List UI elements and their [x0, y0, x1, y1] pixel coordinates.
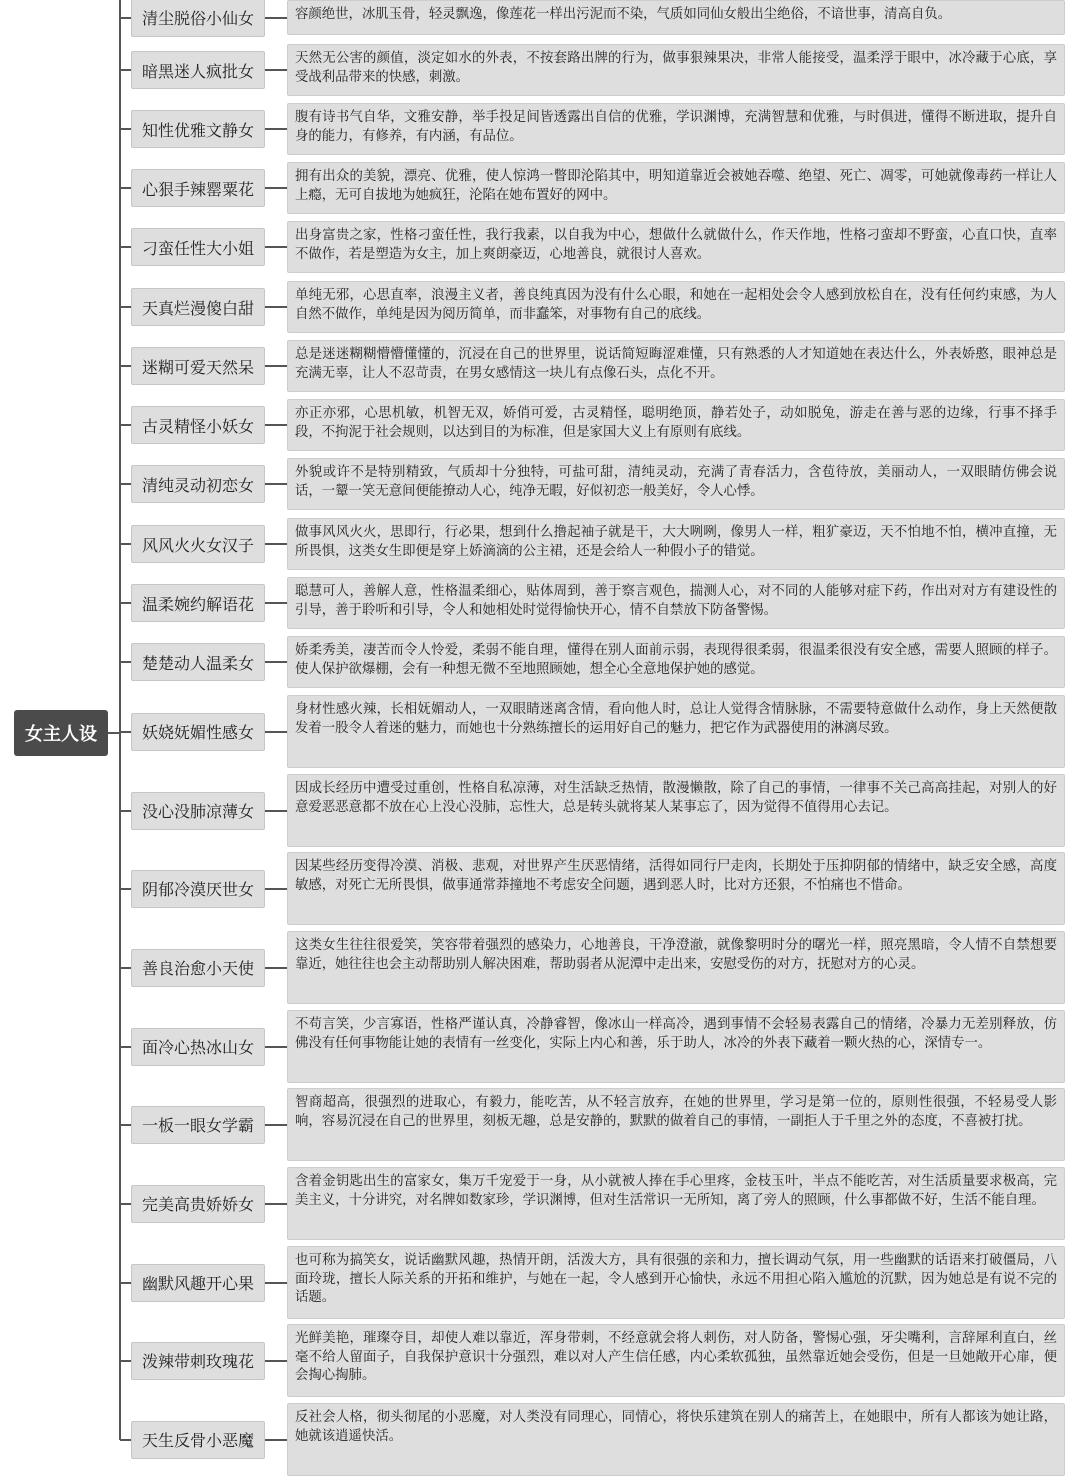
persona-description: 聪慧可人，善解人意，性格温柔细心，贴体周到，善于察言观色，揣测人心，对不同的人能够对症下药，作出对对方有建设性的引导，善于聆听和引导，令人和她相处时觉得愉快开心，情不自禁放下防备警惕。: [287, 577, 1065, 629]
persona-description: 腹有诗书气自华，文雅安静，举手投足间皆透露出自信的优雅，学识渊博，充满智慧和优雅，与时俱进，懂得不断进取，提升自身的能力，有修养，有内涵，有品位。: [287, 103, 1065, 155]
persona-description: 出身富贵之家，性格刁蛮任性，我行我素，以自我为中心，想做什么就做什么，作天作地，性格刁蛮却不野蛮，心直口快，直率不做作，若是塑造为女主，加上爽朗豪迈，心地善良，就很讨人喜欢。: [287, 221, 1065, 273]
persona-node: 迷糊可爱天然呆: [131, 347, 265, 385]
persona-node: 完美高贵娇娇女: [131, 1185, 265, 1223]
branch-connector: [120, 1282, 131, 1284]
branch-connector: [120, 69, 131, 71]
persona-description: 天然无公害的颜值，淡定如水的外表，不按套路出牌的行为，做事狠辣果决，非常人能接受，温柔浮于眼中，冰冷藏于心底，享受战利品带来的快感，刺激。: [287, 44, 1065, 96]
description-connector: [265, 483, 287, 485]
mind-map-spine: [119, 0, 121, 1440]
persona-description: 这类女生往往很爱笑，笑容带着强烈的感染力，心地善良，干净澄澈，就像黎明时分的曙光一样，照亮黑暗，令人情不自禁想要靠近，她往往也会主动帮助别人解决困难，帮助弱者从泥潭中走出来，安慰受伤的对方，抚慰对方的心灵。: [287, 931, 1065, 1004]
persona-node: 阴郁冷漠厌世女: [131, 870, 265, 908]
description-connector: [265, 306, 287, 308]
branch-connector: [120, 1124, 131, 1126]
persona-node: 暗黑迷人疯批女: [131, 51, 265, 89]
persona-node: 天生反骨小恶魔: [131, 1421, 265, 1459]
description-connector: [265, 69, 287, 71]
persona-node: 古灵精怪小妖女: [131, 406, 265, 444]
persona-description: 亦正亦邪，心思机敏，机智无双，娇俏可爱，古灵精怪，聪明绝顶，静若处子，动如脱兔，游走在善与恶的边缘，行事不择手段，不拘泥于社会规则，以达到目的为标准，但是家国大义上有原则有底线。: [287, 399, 1065, 451]
description-connector: [265, 543, 287, 545]
persona-node: 刁蛮任性大小姐: [131, 228, 265, 266]
description-connector: [265, 1360, 287, 1362]
persona-description: 做事风风火火，思即行，行必果，想到什么撸起袖子就是干，大大咧咧，像男人一样，粗犷豪迈，天不怕地不怕，横冲直撞，无所畏惧，这类女生即便是穿上娇滴滴的公主裙，还是会给人一种假小子的错觉。: [287, 518, 1065, 570]
persona-node: 知性优雅文静女: [131, 110, 265, 148]
persona-description: 也可称为搞笑女，说话幽默风趣，热情开朗，活泼大方，具有很强的亲和力，擅长调动气氛，用一些幽默的话语来打破僵局，八面玲珑，擅长人际关系的开拓和维护，与她在一起，令人感到开心愉快，永远不用担心陷入尴尬的沉默，因为她总是有说不完的话题。: [287, 1246, 1065, 1319]
description-connector: [265, 1046, 287, 1048]
persona-node: 清纯灵动初恋女: [131, 465, 265, 503]
description-connector: [265, 1203, 287, 1205]
persona-node: 天真烂漫傻白甜: [131, 288, 265, 326]
persona-description: 娇柔秀美，凄苦而令人怜爱，柔弱不能自理，懂得在别人面前示弱，表现得很柔弱，很温柔很没有安全感，需要人照顾的样子。使人保护欲爆棚，会有一种想无微不至地照顾她，想全心全意地保护她的感觉。: [287, 636, 1065, 688]
persona-description: 反社会人格，彻头彻尾的小恶魔，对人类没有同理心，同情心，将快乐建筑在别人的痛苦上，在她眼中，所有人都该为她让路，她就该逍遥快活。: [287, 1403, 1065, 1476]
description-connector: [265, 888, 287, 890]
branch-connector: [120, 967, 131, 969]
description-connector: [265, 128, 287, 130]
persona-description: 外貌或许不是特别精致，气质却十分独特，可盐可甜，清纯灵动，充满了青春活力，含苞待放，美丽动人，一双眼睛仿佛会说话，一颦一笑无意间便能撩动人心，纯净无暇，好似初恋一般美好，令人心悸。: [287, 458, 1065, 510]
branch-connector: [120, 17, 131, 19]
persona-node: 幽默风趣开心果: [131, 1264, 265, 1302]
description-connector: [265, 187, 287, 189]
persona-description: 拥有出众的美貌，漂亮、优雅，使人惊鸿一瞥即沦陷其中，明知道靠近会被她吞噬、绝望、死亡、凋零，可她就像毒药一样让人上瘾，无可自拔地为她疯狂，沦陷在她布置好的网中。: [287, 162, 1065, 214]
branch-connector: [120, 365, 131, 367]
persona-node: 泼辣带刺玫瑰花: [131, 1342, 265, 1380]
branch-connector: [120, 306, 131, 308]
persona-node: 面冷心热冰山女: [131, 1028, 265, 1066]
persona-node: 风风火火女汉子: [131, 525, 265, 563]
persona-node: 妖娆妩媚性感女: [131, 713, 265, 751]
description-connector: [265, 731, 287, 733]
branch-connector: [120, 731, 131, 733]
persona-node: 没心没肺凉薄女: [131, 792, 265, 830]
persona-description: 因成长经历中遭受过重创，性格自私凉薄，对生活缺乏热情，散漫懒散，除了自己的事情，一律事不关己高高挂起，对别人的好意爱恶恶意都不放在心上没心没肺，忘性大，总是转头就将某人某事忘了，因为觉得不值得用心去记。: [287, 774, 1065, 847]
description-connector: [265, 424, 287, 426]
description-connector: [265, 365, 287, 367]
persona-node: 心狠手辣罂粟花: [131, 169, 265, 207]
description-connector: [265, 17, 287, 19]
branch-connector: [120, 1046, 131, 1048]
branch-connector: [120, 424, 131, 426]
description-connector: [265, 661, 287, 663]
branch-connector: [120, 661, 131, 663]
persona-description: 单纯无邪，心思直率，浪漫主义者，善良纯真因为没有什么心眼，和她在一起相处会令人感到放松自在，没有任何约束感，为人自然不做作，单纯是因为阅历简单，而非蠢笨，对事物有自己的底线。: [287, 281, 1065, 333]
persona-description: 身材性感火辣，长相妩媚动人，一双眼睛迷离含情，看向他人时，总让人觉得含情脉脉，不需要特意做什么动作，身上天然便散发着一股令人着迷的魅力，而她也十分熟练擅长的运用好自己的魅力，把它作为武器使用的淋漓尽致。: [287, 695, 1065, 768]
persona-description: 因某些经历变得冷漠、消极、悲观，对世界产生厌恶情绪，活得如同行尸走肉，长期处于压抑阴郁的情绪中，缺乏安全感，高度敏感，对死亡无所畏惧，做事通常莽撞地不考虑安全问题，遇到恶人时，比对方还狠，不怕痛也不惜命。: [287, 852, 1065, 925]
description-connector: [265, 246, 287, 248]
branch-connector: [120, 128, 131, 130]
description-connector: [265, 967, 287, 969]
persona-description: 总是迷迷糊糊懵懵懂懂的，沉浸在自己的世界里，说话简短晦涩难懂，只有熟悉的人才知道她在表达什么，外表娇憨，眼神总是充满无辜，让人不忍苛责，在男女感情这一块儿有点像石头，点化不开。: [287, 340, 1065, 392]
persona-node: 善良治愈小天使: [131, 949, 265, 987]
root-connector: [108, 732, 120, 734]
description-connector: [265, 1124, 287, 1126]
persona-description: 含着金钥匙出生的富家女，集万千宠爱于一身，从小就被人捧在手心里疼，金枝玉叶，半点不能吃苦，对生活质量要求极高，完美主义，十分讲究，对名牌如数家珍，学识渊博，但对生活常识一无所知，离了旁人的照顾，什么事都做不好，生活不能自理。: [287, 1167, 1065, 1240]
branch-connector: [120, 187, 131, 189]
persona-node: 清尘脱俗小仙女: [131, 0, 265, 37]
branch-connector: [120, 1360, 131, 1362]
branch-connector: [120, 246, 131, 248]
branch-connector: [120, 810, 131, 812]
persona-description: 不苟言笑，少言寡语，性格严谨认真，冷静睿智，像冰山一样高冷，遇到事情不会轻易表露自己的情绪，冷暴力无差别释放，仿佛没有任何事物能让她的表情有一丝变化，实际上内心和善，乐于助人，冰冷的外表下藏着一颗火热的心，深情专一。: [287, 1010, 1065, 1083]
branch-connector: [120, 602, 131, 604]
branch-connector: [120, 1203, 131, 1205]
persona-description: 容颜绝世，冰肌玉骨，轻灵飘逸，像莲花一样出污泥而不染，气质如同仙女般出尘绝俗，不谙世事，清高自负。: [287, 0, 1065, 35]
persona-description: 光鲜美艳，璀璨夺目，却使人难以靠近，浑身带刺，不经意就会将人刺伤，对人防备，警惕心强，牙尖嘴利，言辞犀利直白，丝毫不给人留面子，自我保护意识十分强烈，难以对人产生信任感，内心柔软孤独，虽然靠近她会受伤，但是一旦她敞开心扉，便会掏心掏肺。: [287, 1324, 1065, 1397]
persona-node: 楚楚动人温柔女: [131, 643, 265, 681]
description-connector: [265, 810, 287, 812]
branch-connector: [120, 888, 131, 890]
branch-connector: [120, 483, 131, 485]
persona-node: 一板一眼女学霸: [131, 1106, 265, 1144]
persona-description: 智商超高，很强烈的进取心，有毅力，能吃苦，从不轻言放弃，在她的世界里，学习是第一位的，原则性很强，不轻易受人影响，容易沉浸在自己的世界里，刻板无趣，总是安静的，默默的做着自己的事情，一副拒人于千里之外的态度，不喜被打扰。: [287, 1088, 1065, 1161]
persona-node: 温柔婉约解语花: [131, 584, 265, 622]
root-node: 女主人设: [14, 710, 108, 756]
description-connector: [265, 1282, 287, 1284]
branch-connector: [120, 543, 131, 545]
description-connector: [265, 602, 287, 604]
